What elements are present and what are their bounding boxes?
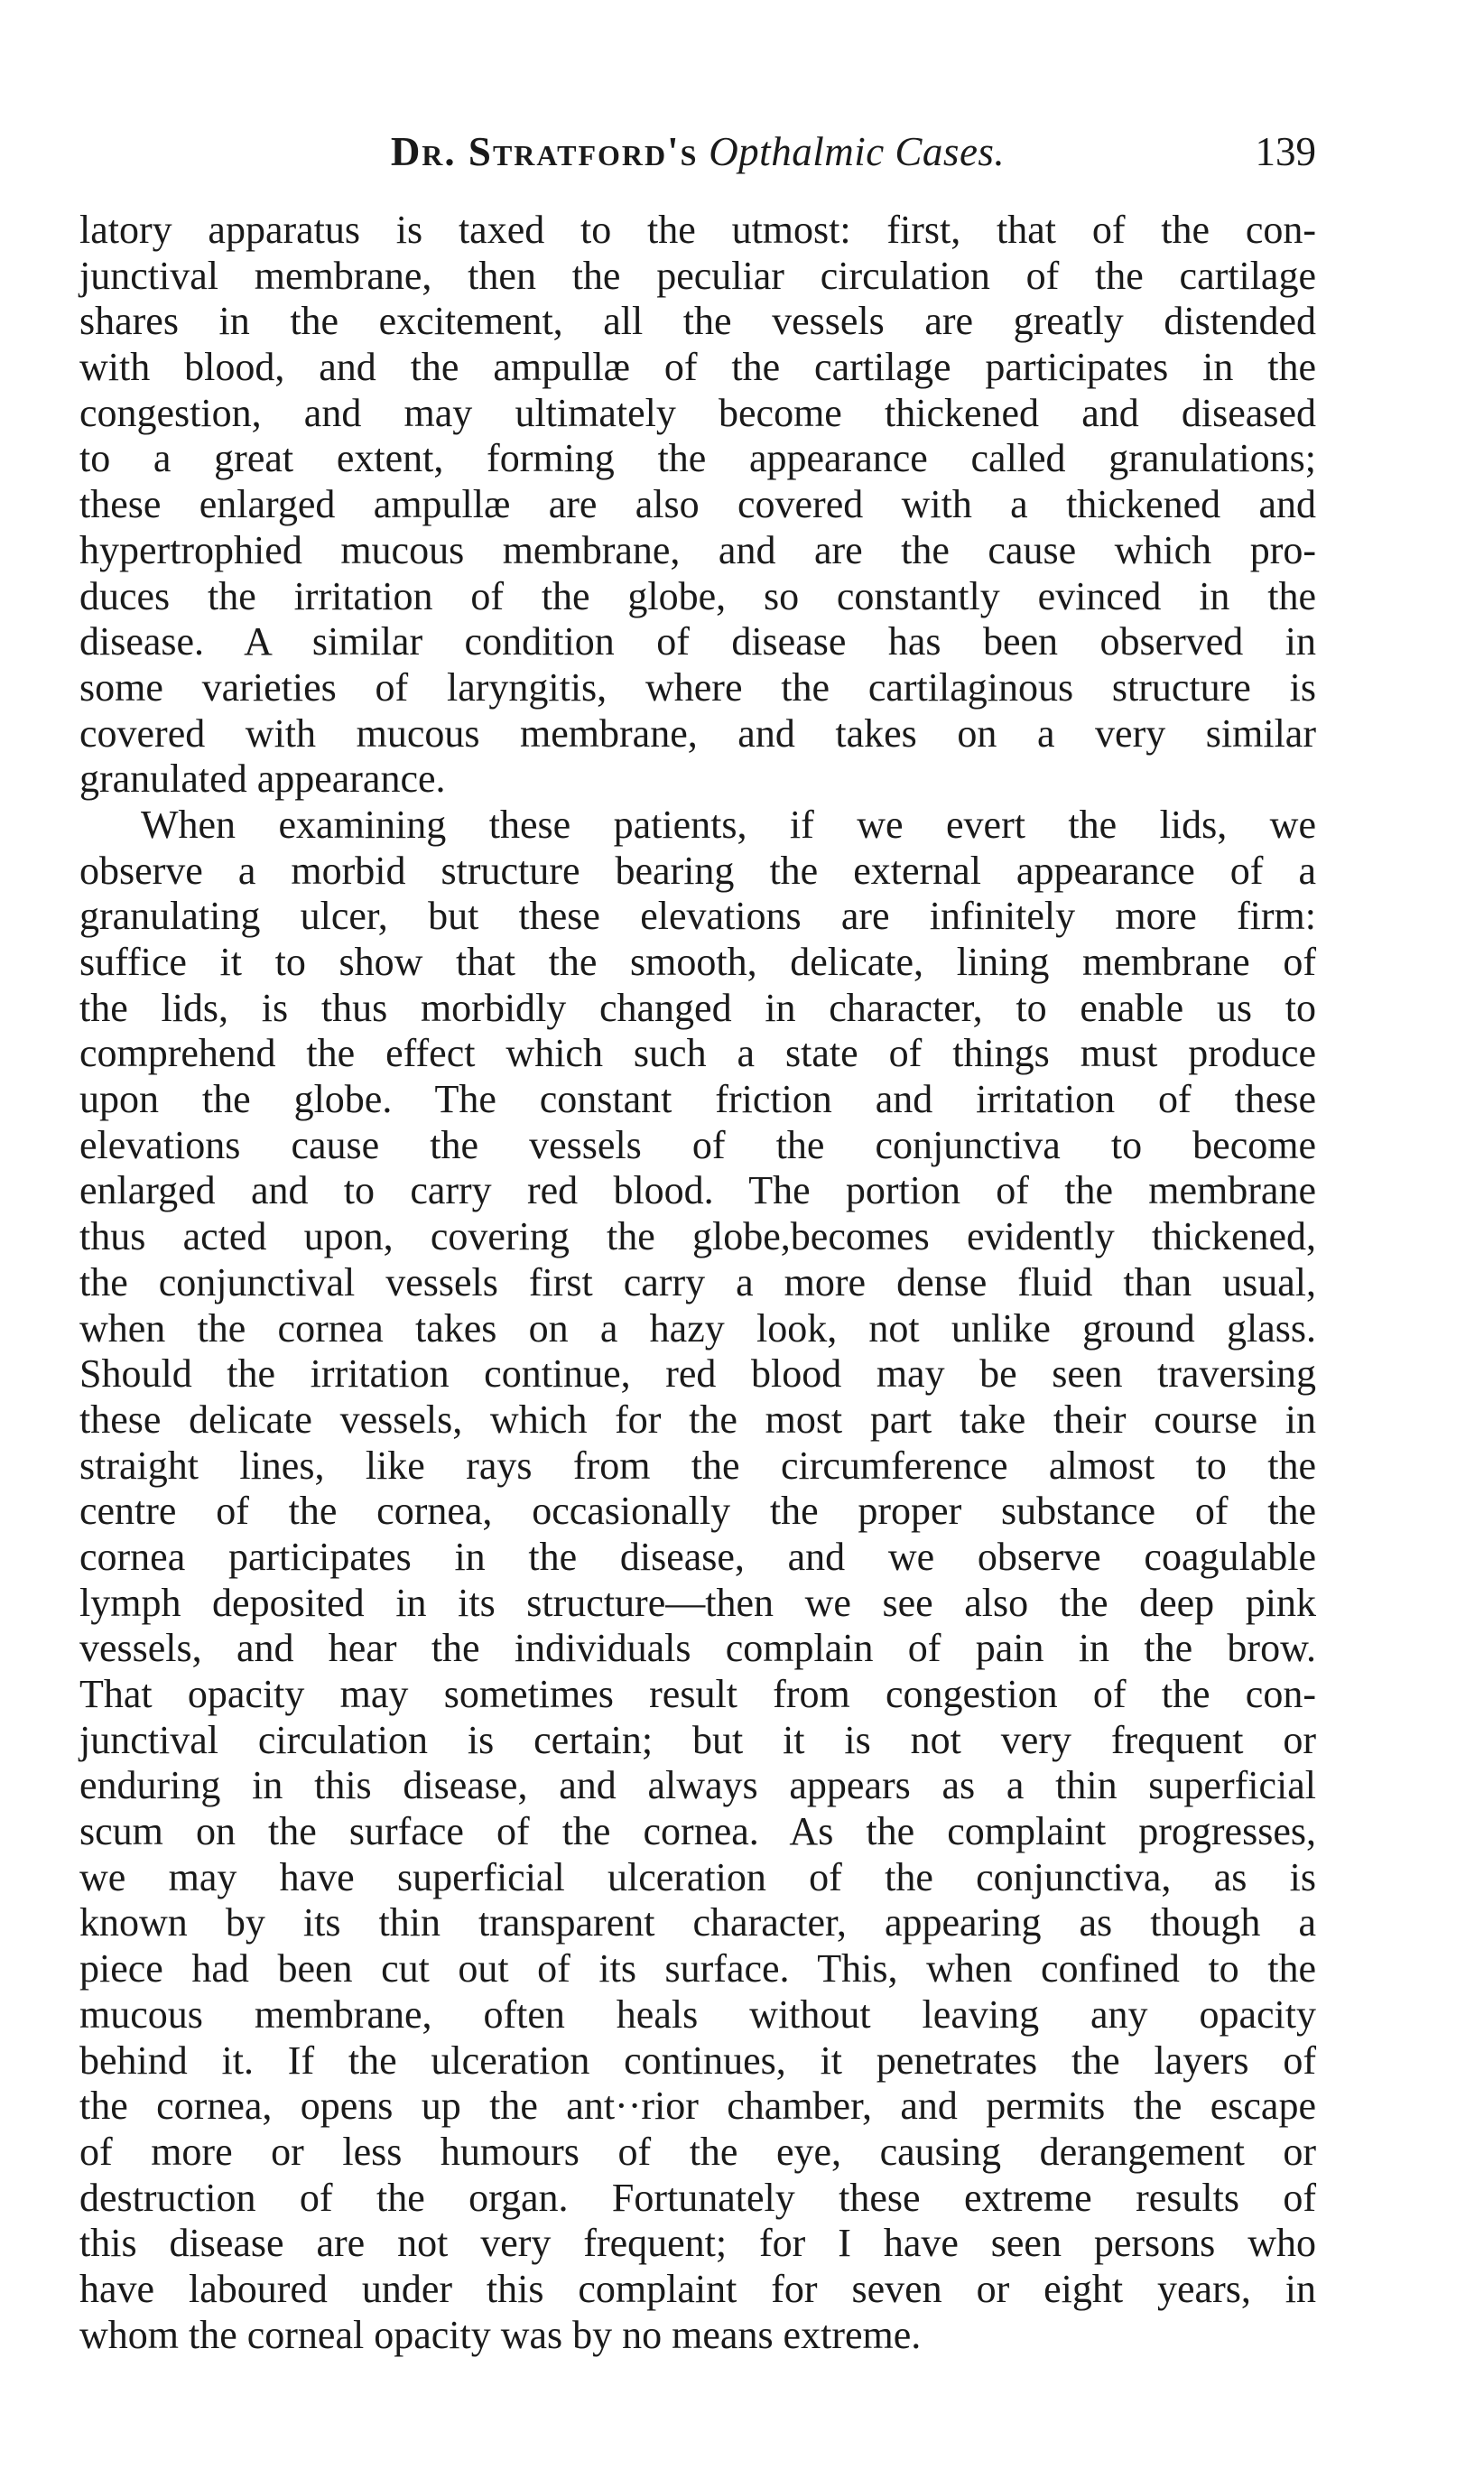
text-line: enduring in this disease, and always appears as a thin superficial [79, 1763, 1316, 1808]
page-number: 139 [1255, 129, 1316, 174]
text-line: junctival circulation is certain; but it is not very frequent or [79, 1717, 1316, 1762]
text-line: duces the irritation of the globe, so constantly evinced in the [79, 573, 1316, 618]
body-text [79, 208, 1316, 2358]
text-line: centre of the cornea, occasionally the proper substance of the [79, 1489, 1316, 1534]
text-line: covered with mucous membrane, and takes on a very similar [79, 710, 1316, 756]
text-line: have laboured under this complaint for seven or eight years, in [79, 2266, 1316, 2311]
text-line: we may have superficial ulceration of the conjunctiva, as is [79, 1854, 1316, 1899]
text-line: disease. A similar condition of disease has been observed in [79, 619, 1316, 664]
text-line: mucous membrane, often heals without leaving any opacity [79, 1991, 1316, 2037]
text-line: observe a morbid structure bearing the external appearance of a [79, 848, 1316, 893]
text-line: with blood, and the ampullæ of the cartilage participates in the [79, 345, 1316, 390]
text-line: That opacity may sometimes result from congestion of the con- [79, 1672, 1316, 1716]
text-line: of more or less humours of the eye, causing derangement or [79, 2129, 1316, 2174]
text-line: latory apparatus is taxed to the utmost: first, that of the con- [79, 208, 1316, 252]
text-line: Should the irritation continue, red blood may be seen traversing [79, 1351, 1316, 1397]
text-line: granulating ulcer, but these elevations are infinitely more firm: [79, 894, 1316, 939]
text-line: shares in the excitement, all the vessels are greatly distended [79, 299, 1316, 344]
text-line: the cornea, opens up the ant··rior chamber, and permits the escape [79, 2084, 1316, 2129]
running-title [79, 125, 1316, 179]
text-line: piece had been cut out of its surface. This, when confined to the [79, 1946, 1316, 1991]
text-line: these delicate vessels, which for the most part take their course in [79, 1397, 1316, 1442]
text-line: scum on the surface of the cornea. As the complaint progresses, [79, 1809, 1316, 1854]
text-line: junctival membrane, then the peculiar circulation of the cartilage [79, 253, 1316, 298]
text-line: comprehend the effect which such a state of things must produce [79, 1031, 1316, 1076]
text-line: cornea participates in the disease, and we observe coagulable [79, 1534, 1316, 1579]
text-line: to a great extent, forming the appearance called granulations; [79, 436, 1316, 481]
text-line: the lids, is thus morbidly changed in character, to enable us to [79, 985, 1316, 1030]
text-line: this disease are not very frequent; for I have seen persons who [79, 2221, 1316, 2266]
text-line: these enlarged ampullæ are also covered with a thickened and [79, 482, 1316, 527]
text-line: some varieties of laryngitis, where the cartilaginous structure is [79, 664, 1316, 710]
text-line: when the cornea takes on a hazy look, not unlike ground glass. [79, 1305, 1316, 1351]
text-line: congestion, and may ultimately become thickened and diseased [79, 390, 1316, 435]
header-author: Dr. Stratford's [390, 129, 699, 174]
text-line: destruction of the organ. Fortunately these extreme results of [79, 2175, 1316, 2220]
text-line: enlarged and to carry red blood. The portion of the membrane [79, 1168, 1316, 1213]
text-line: the conjunctival vessels first carry a more dense fluid than usual, [79, 1259, 1316, 1304]
text-line: whom the corneal opacity was by no means extreme. [79, 2312, 922, 2357]
text-line: straight lines, like rays from the circumference almost to the [79, 1443, 1316, 1488]
text-line: elevations cause the vessels of the conjunctiva to become [79, 1122, 1316, 1167]
text-line: suffice it to show that the smooth, delicate, lining membrane of [79, 940, 1316, 984]
header-title: Opthalmic Cases. [709, 129, 1006, 174]
text-line: vessels, and hear the individuals complain of pain in the brow. [79, 1626, 1316, 1671]
text-line: lymph deposited in its structure—then we see also the deep pink [79, 1580, 1316, 1625]
running-header [79, 125, 1316, 179]
text-line: known by its thin transparent character, appearing as though a [79, 1900, 1316, 1945]
text-line: behind it. If the ulceration continues, it penetrates the layers of [79, 2038, 1316, 2083]
text-line: hypertrophied mucous membrane, and are the cause which pro- [79, 527, 1316, 572]
text-line: granulated appearance. [79, 757, 446, 802]
text-line: When examining these patients, if we evert the lids, we [141, 802, 1316, 847]
text-line: thus acted upon, covering the globe,becomes evidently thickened, [79, 1214, 1316, 1259]
text-line: upon the globe. The constant friction and irritation of these [79, 1077, 1316, 1122]
